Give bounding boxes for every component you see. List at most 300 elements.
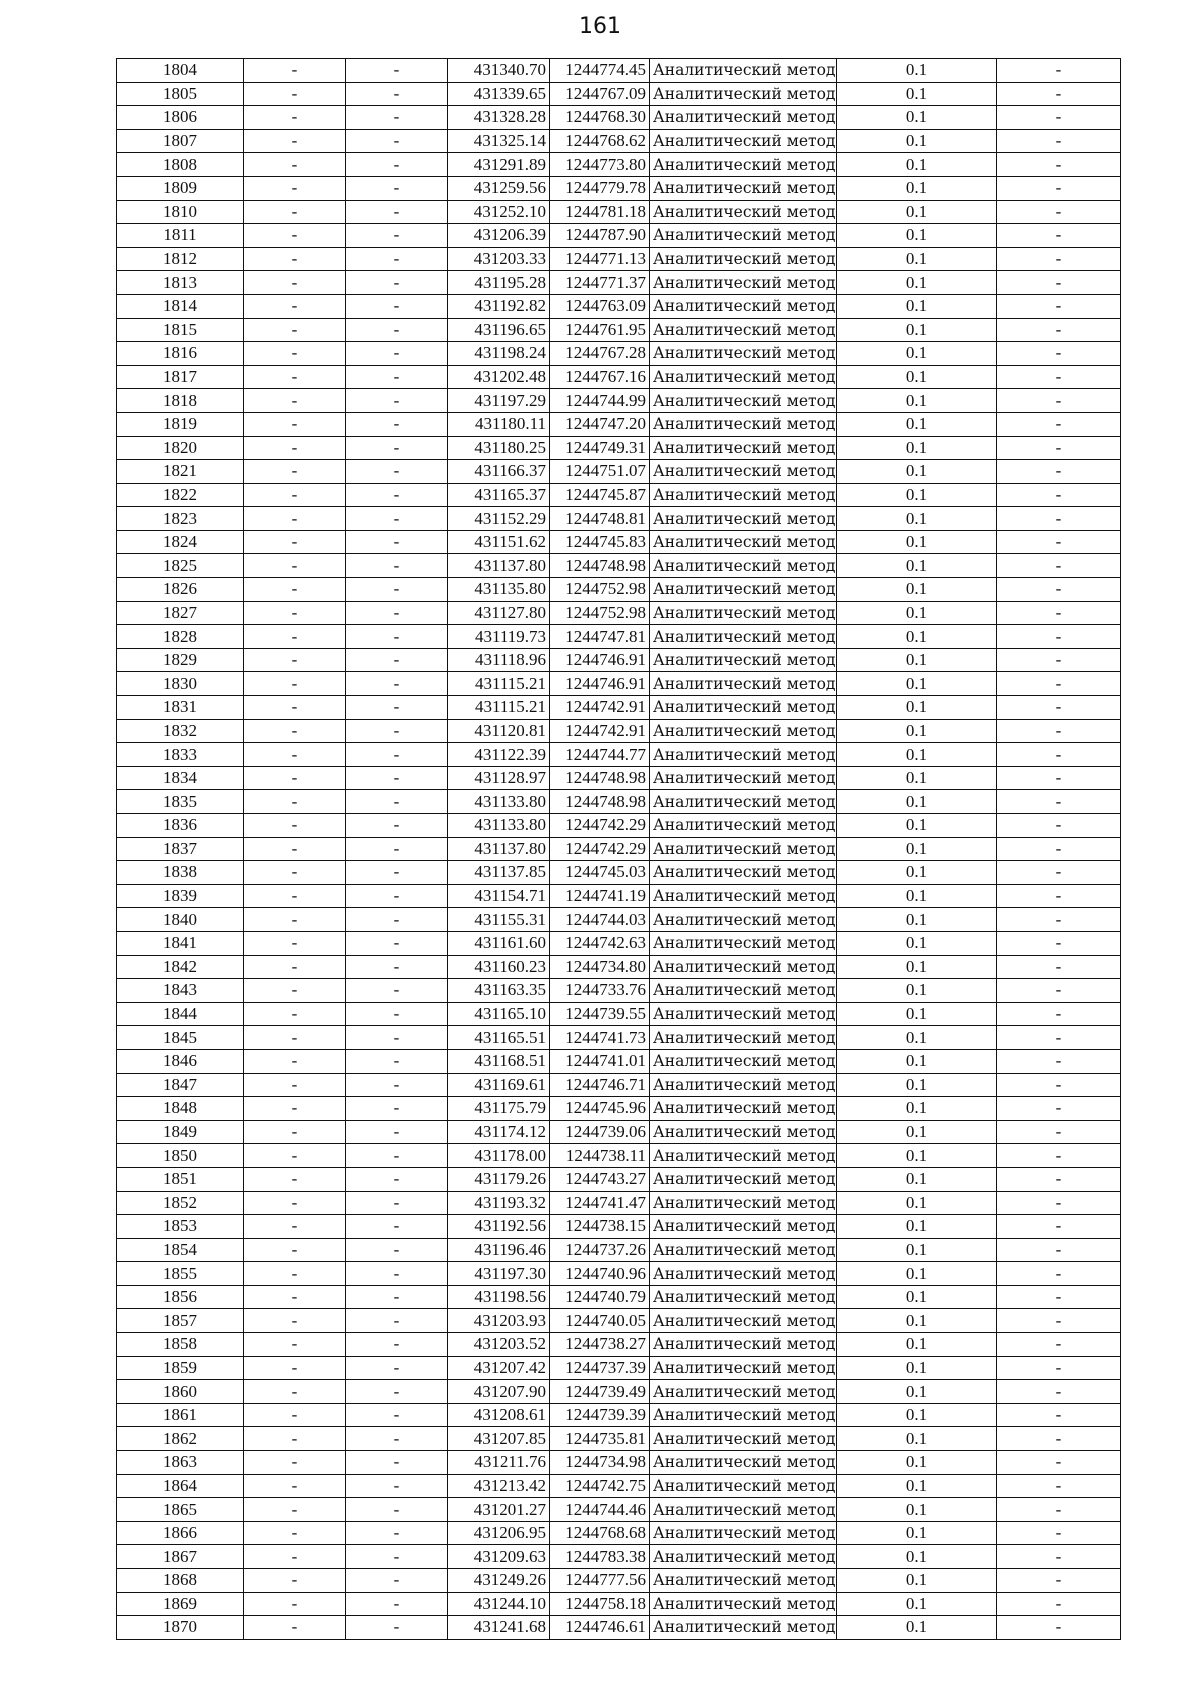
table-row [117, 106, 1121, 130]
x-coordinate-cell: 431127.80 [448, 601, 550, 625]
empty-value-cell: - [997, 861, 1121, 885]
empty-value-cell: - [997, 601, 1121, 625]
accuracy-cell: 0.1 [837, 59, 997, 83]
empty-value-cell: - [244, 365, 346, 389]
table-row [117, 719, 1121, 743]
method-cell: Аналитический метод [650, 294, 837, 318]
empty-value-cell: - [244, 106, 346, 130]
accuracy-cell: 0.1 [837, 507, 997, 531]
y-coordinate-cell: 1244747.20 [550, 412, 650, 436]
y-coordinate-cell: 1244737.26 [550, 1238, 650, 1262]
y-coordinate-cell: 1244752.98 [550, 578, 650, 602]
table-row [117, 1474, 1121, 1498]
empty-value-cell: - [997, 530, 1121, 554]
y-coordinate-cell: 1244744.46 [550, 1498, 650, 1522]
table-row [117, 837, 1121, 861]
point-number-cell: 1866 [117, 1521, 244, 1545]
point-number-cell: 1833 [117, 743, 244, 767]
empty-value-cell: - [997, 412, 1121, 436]
accuracy-cell: 0.1 [837, 554, 997, 578]
y-coordinate-cell: 1244774.45 [550, 59, 650, 83]
x-coordinate-cell: 431192.56 [448, 1215, 550, 1239]
method-cell: Аналитический метод [650, 342, 837, 366]
empty-value-cell: - [346, 861, 448, 885]
empty-value-cell: - [244, 1309, 346, 1333]
point-number-cell: 1807 [117, 129, 244, 153]
table-row [117, 1144, 1121, 1168]
empty-value-cell: - [346, 436, 448, 460]
empty-value-cell: - [346, 82, 448, 106]
empty-value-cell: - [244, 460, 346, 484]
empty-value-cell: - [244, 1474, 346, 1498]
point-number-cell: 1811 [117, 224, 244, 248]
point-number-cell: 1824 [117, 530, 244, 554]
empty-value-cell: - [997, 1498, 1121, 1522]
coordinates-table-body [117, 59, 1121, 1640]
empty-value-cell: - [346, 507, 448, 531]
empty-value-cell: - [244, 153, 346, 177]
y-coordinate-cell: 1244779.78 [550, 176, 650, 200]
table-row [117, 1333, 1121, 1357]
method-cell: Аналитический метод [650, 1545, 837, 1569]
method-cell: Аналитический метод [650, 1049, 837, 1073]
empty-value-cell: - [244, 389, 346, 413]
empty-value-cell: - [346, 672, 448, 696]
y-coordinate-cell: 1244733.76 [550, 979, 650, 1003]
x-coordinate-cell: 431291.89 [448, 153, 550, 177]
y-coordinate-cell: 1244746.91 [550, 672, 650, 696]
y-coordinate-cell: 1244771.37 [550, 271, 650, 295]
point-number-cell: 1816 [117, 342, 244, 366]
x-coordinate-cell: 431119.73 [448, 625, 550, 649]
table-row [117, 743, 1121, 767]
accuracy-cell: 0.1 [837, 247, 997, 271]
empty-value-cell: - [997, 1403, 1121, 1427]
empty-value-cell: - [244, 554, 346, 578]
table-row [117, 412, 1121, 436]
point-number-cell: 1849 [117, 1120, 244, 1144]
x-coordinate-cell: 431165.10 [448, 1002, 550, 1026]
point-number-cell: 1831 [117, 696, 244, 720]
empty-value-cell: - [997, 837, 1121, 861]
y-coordinate-cell: 1244740.96 [550, 1262, 650, 1286]
table-row [117, 82, 1121, 106]
empty-value-cell: - [244, 1616, 346, 1640]
accuracy-cell: 0.1 [837, 1403, 997, 1427]
empty-value-cell: - [997, 1073, 1121, 1097]
table-row [117, 460, 1121, 484]
x-coordinate-cell: 431206.39 [448, 224, 550, 248]
empty-value-cell: - [997, 82, 1121, 106]
point-number-cell: 1808 [117, 153, 244, 177]
empty-value-cell: - [244, 1356, 346, 1380]
empty-value-cell: - [244, 129, 346, 153]
method-cell: Аналитический метод [650, 153, 837, 177]
y-coordinate-cell: 1244741.19 [550, 884, 650, 908]
y-coordinate-cell: 1244741.73 [550, 1026, 650, 1050]
table-row [117, 1309, 1121, 1333]
x-coordinate-cell: 431197.29 [448, 389, 550, 413]
method-cell: Аналитический метод [650, 1569, 837, 1593]
method-cell: Аналитический метод [650, 1238, 837, 1262]
empty-value-cell: - [244, 931, 346, 955]
table-row [117, 790, 1121, 814]
x-coordinate-cell: 431160.23 [448, 955, 550, 979]
x-coordinate-cell: 431203.33 [448, 247, 550, 271]
empty-value-cell: - [997, 743, 1121, 767]
empty-value-cell: - [346, 1215, 448, 1239]
x-coordinate-cell: 431169.61 [448, 1073, 550, 1097]
x-coordinate-cell: 431340.70 [448, 59, 550, 83]
x-coordinate-cell: 431249.26 [448, 1569, 550, 1593]
accuracy-cell: 0.1 [837, 224, 997, 248]
table-row [117, 1167, 1121, 1191]
method-cell: Аналитический метод [650, 389, 837, 413]
empty-value-cell: - [346, 1498, 448, 1522]
method-cell: Аналитический метод [650, 719, 837, 743]
accuracy-cell: 0.1 [837, 1356, 997, 1380]
empty-value-cell: - [997, 1569, 1121, 1593]
empty-value-cell: - [346, 1545, 448, 1569]
empty-value-cell: - [244, 483, 346, 507]
y-coordinate-cell: 1244740.79 [550, 1285, 650, 1309]
empty-value-cell: - [346, 1049, 448, 1073]
empty-value-cell: - [346, 743, 448, 767]
empty-value-cell: - [997, 342, 1121, 366]
table-row [117, 1120, 1121, 1144]
empty-value-cell: - [346, 365, 448, 389]
x-coordinate-cell: 431197.30 [448, 1262, 550, 1286]
x-coordinate-cell: 431175.79 [448, 1097, 550, 1121]
empty-value-cell: - [346, 1592, 448, 1616]
point-number-cell: 1805 [117, 82, 244, 106]
empty-value-cell: - [244, 861, 346, 885]
empty-value-cell: - [997, 1262, 1121, 1286]
empty-value-cell: - [997, 1049, 1121, 1073]
x-coordinate-cell: 431152.29 [448, 507, 550, 531]
method-cell: Аналитический метод [650, 814, 837, 838]
y-coordinate-cell: 1244748.81 [550, 507, 650, 531]
accuracy-cell: 0.1 [837, 743, 997, 767]
method-cell: Аналитический метод [650, 200, 837, 224]
table-row [117, 1427, 1121, 1451]
x-coordinate-cell: 431203.52 [448, 1333, 550, 1357]
y-coordinate-cell: 1244745.96 [550, 1097, 650, 1121]
y-coordinate-cell: 1244745.87 [550, 483, 650, 507]
accuracy-cell: 0.1 [837, 460, 997, 484]
empty-value-cell: - [244, 412, 346, 436]
empty-value-cell: - [346, 625, 448, 649]
empty-value-cell: - [997, 176, 1121, 200]
table-row [117, 931, 1121, 955]
table-row [117, 59, 1121, 83]
point-number-cell: 1855 [117, 1262, 244, 1286]
y-coordinate-cell: 1244740.05 [550, 1309, 650, 1333]
point-number-cell: 1827 [117, 601, 244, 625]
point-number-cell: 1845 [117, 1026, 244, 1050]
table-row [117, 294, 1121, 318]
empty-value-cell: - [244, 82, 346, 106]
empty-value-cell: - [997, 1167, 1121, 1191]
method-cell: Аналитический метод [650, 1380, 837, 1404]
empty-value-cell: - [244, 294, 346, 318]
empty-value-cell: - [244, 318, 346, 342]
point-number-cell: 1813 [117, 271, 244, 295]
empty-value-cell: - [346, 1120, 448, 1144]
empty-value-cell: - [346, 176, 448, 200]
accuracy-cell: 0.1 [837, 294, 997, 318]
empty-value-cell: - [997, 318, 1121, 342]
x-coordinate-cell: 431151.62 [448, 530, 550, 554]
point-number-cell: 1860 [117, 1380, 244, 1404]
table-row [117, 129, 1121, 153]
table-row [117, 1026, 1121, 1050]
empty-value-cell: - [244, 1545, 346, 1569]
empty-value-cell: - [346, 294, 448, 318]
point-number-cell: 1834 [117, 766, 244, 790]
y-coordinate-cell: 1244745.03 [550, 861, 650, 885]
x-coordinate-cell: 431135.80 [448, 578, 550, 602]
x-coordinate-cell: 431325.14 [448, 129, 550, 153]
method-cell: Аналитический метод [650, 460, 837, 484]
empty-value-cell: - [244, 884, 346, 908]
empty-value-cell: - [244, 1002, 346, 1026]
method-cell: Аналитический метод [650, 318, 837, 342]
accuracy-cell: 0.1 [837, 1215, 997, 1239]
empty-value-cell: - [346, 200, 448, 224]
method-cell: Аналитический метод [650, 979, 837, 1003]
point-number-cell: 1826 [117, 578, 244, 602]
accuracy-cell: 0.1 [837, 719, 997, 743]
empty-value-cell: - [244, 955, 346, 979]
table-row [117, 1191, 1121, 1215]
x-coordinate-cell: 431174.12 [448, 1120, 550, 1144]
empty-value-cell: - [997, 483, 1121, 507]
x-coordinate-cell: 431161.60 [448, 931, 550, 955]
accuracy-cell: 0.1 [837, 908, 997, 932]
method-cell: Аналитический метод [650, 412, 837, 436]
x-coordinate-cell: 431252.10 [448, 200, 550, 224]
accuracy-cell: 0.1 [837, 1097, 997, 1121]
empty-value-cell: - [997, 1026, 1121, 1050]
x-coordinate-cell: 431203.93 [448, 1309, 550, 1333]
table-row [117, 247, 1121, 271]
table-row [117, 1569, 1121, 1593]
y-coordinate-cell: 1244748.98 [550, 554, 650, 578]
empty-value-cell: - [346, 1167, 448, 1191]
y-coordinate-cell: 1244739.49 [550, 1380, 650, 1404]
x-coordinate-cell: 431165.37 [448, 483, 550, 507]
x-coordinate-cell: 431118.96 [448, 648, 550, 672]
table-row [117, 342, 1121, 366]
y-coordinate-cell: 1244744.99 [550, 389, 650, 413]
empty-value-cell: - [244, 696, 346, 720]
point-number-cell: 1810 [117, 200, 244, 224]
empty-value-cell: - [346, 1403, 448, 1427]
point-number-cell: 1862 [117, 1427, 244, 1451]
table-row [117, 1498, 1121, 1522]
point-number-cell: 1814 [117, 294, 244, 318]
empty-value-cell: - [346, 224, 448, 248]
empty-value-cell: - [244, 271, 346, 295]
table-row [117, 861, 1121, 885]
point-number-cell: 1809 [117, 176, 244, 200]
x-coordinate-cell: 431211.76 [448, 1451, 550, 1475]
empty-value-cell: - [244, 1238, 346, 1262]
x-coordinate-cell: 431180.25 [448, 436, 550, 460]
empty-value-cell: - [997, 1616, 1121, 1640]
method-cell: Аналитический метод [650, 1097, 837, 1121]
y-coordinate-cell: 1244747.81 [550, 625, 650, 649]
empty-value-cell: - [346, 1569, 448, 1593]
table-row [117, 436, 1121, 460]
empty-value-cell: - [244, 578, 346, 602]
empty-value-cell: - [244, 1498, 346, 1522]
point-number-cell: 1858 [117, 1333, 244, 1357]
empty-value-cell: - [346, 1356, 448, 1380]
empty-value-cell: - [997, 908, 1121, 932]
y-coordinate-cell: 1244734.98 [550, 1451, 650, 1475]
empty-value-cell: - [346, 1026, 448, 1050]
empty-value-cell: - [244, 1191, 346, 1215]
empty-value-cell: - [997, 1215, 1121, 1239]
empty-value-cell: - [244, 1167, 346, 1191]
method-cell: Аналитический метод [650, 931, 837, 955]
accuracy-cell: 0.1 [837, 1333, 997, 1357]
point-number-cell: 1823 [117, 507, 244, 531]
empty-value-cell: - [244, 1026, 346, 1050]
accuracy-cell: 0.1 [837, 1616, 997, 1640]
x-coordinate-cell: 431213.42 [448, 1474, 550, 1498]
empty-value-cell: - [346, 1521, 448, 1545]
method-cell: Аналитический метод [650, 1403, 837, 1427]
method-cell: Аналитический метод [650, 129, 837, 153]
point-number-cell: 1832 [117, 719, 244, 743]
x-coordinate-cell: 431179.26 [448, 1167, 550, 1191]
empty-value-cell: - [997, 1309, 1121, 1333]
empty-value-cell: - [997, 1521, 1121, 1545]
empty-value-cell: - [997, 790, 1121, 814]
method-cell: Аналитический метод [650, 1451, 837, 1475]
x-coordinate-cell: 431206.95 [448, 1521, 550, 1545]
point-number-cell: 1864 [117, 1474, 244, 1498]
empty-value-cell: - [346, 389, 448, 413]
empty-value-cell: - [244, 342, 346, 366]
accuracy-cell: 0.1 [837, 578, 997, 602]
accuracy-cell: 0.1 [837, 365, 997, 389]
empty-value-cell: - [244, 814, 346, 838]
x-coordinate-cell: 431207.90 [448, 1380, 550, 1404]
x-coordinate-cell: 431196.46 [448, 1238, 550, 1262]
accuracy-cell: 0.1 [837, 1474, 997, 1498]
point-number-cell: 1838 [117, 861, 244, 885]
point-number-cell: 1825 [117, 554, 244, 578]
x-coordinate-cell: 431133.80 [448, 814, 550, 838]
y-coordinate-cell: 1244737.39 [550, 1356, 650, 1380]
empty-value-cell: - [997, 1474, 1121, 1498]
table-row [117, 554, 1121, 578]
accuracy-cell: 0.1 [837, 1309, 997, 1333]
point-number-cell: 1806 [117, 106, 244, 130]
x-coordinate-cell: 431165.51 [448, 1026, 550, 1050]
x-coordinate-cell: 431115.21 [448, 672, 550, 696]
point-number-cell: 1868 [117, 1569, 244, 1593]
point-number-cell: 1820 [117, 436, 244, 460]
y-coordinate-cell: 1244742.91 [550, 696, 650, 720]
method-cell: Аналитический метод [650, 82, 837, 106]
empty-value-cell: - [997, 1427, 1121, 1451]
table-row [117, 365, 1121, 389]
empty-value-cell: - [346, 1474, 448, 1498]
empty-value-cell: - [997, 1380, 1121, 1404]
method-cell: Аналитический метод [650, 578, 837, 602]
method-cell: Аналитический метод [650, 884, 837, 908]
empty-value-cell: - [244, 200, 346, 224]
empty-value-cell: - [346, 696, 448, 720]
accuracy-cell: 0.1 [837, 766, 997, 790]
method-cell: Аналитический метод [650, 601, 837, 625]
x-coordinate-cell: 431208.61 [448, 1403, 550, 1427]
accuracy-cell: 0.1 [837, 1167, 997, 1191]
method-cell: Аналитический метод [650, 861, 837, 885]
table-row [117, 648, 1121, 672]
table-row [117, 271, 1121, 295]
accuracy-cell: 0.1 [837, 884, 997, 908]
empty-value-cell: - [997, 1191, 1121, 1215]
x-coordinate-cell: 431241.68 [448, 1616, 550, 1640]
y-coordinate-cell: 1244771.13 [550, 247, 650, 271]
method-cell: Аналитический метод [650, 625, 837, 649]
method-cell: Аналитический метод [650, 436, 837, 460]
y-coordinate-cell: 1244783.38 [550, 1545, 650, 1569]
accuracy-cell: 0.1 [837, 955, 997, 979]
empty-value-cell: - [997, 1451, 1121, 1475]
point-number-cell: 1851 [117, 1167, 244, 1191]
empty-value-cell: - [244, 1073, 346, 1097]
table-row [117, 200, 1121, 224]
empty-value-cell: - [997, 1002, 1121, 1026]
empty-value-cell: - [346, 648, 448, 672]
accuracy-cell: 0.1 [837, 1191, 997, 1215]
point-number-cell: 1821 [117, 460, 244, 484]
y-coordinate-cell: 1244768.30 [550, 106, 650, 130]
empty-value-cell: - [997, 672, 1121, 696]
x-coordinate-cell: 431137.80 [448, 554, 550, 578]
x-coordinate-cell: 431163.35 [448, 979, 550, 1003]
empty-value-cell: - [244, 1521, 346, 1545]
method-cell: Аналитический метод [650, 1167, 837, 1191]
empty-value-cell: - [346, 1002, 448, 1026]
accuracy-cell: 0.1 [837, 82, 997, 106]
method-cell: Аналитический метод [650, 1191, 837, 1215]
table-row [117, 1002, 1121, 1026]
empty-value-cell: - [997, 648, 1121, 672]
y-coordinate-cell: 1244767.09 [550, 82, 650, 106]
table-row [117, 1592, 1121, 1616]
empty-value-cell: - [997, 1120, 1121, 1144]
method-cell: Аналитический метод [650, 908, 837, 932]
table-row [117, 1545, 1121, 1569]
empty-value-cell: - [346, 106, 448, 130]
empty-value-cell: - [346, 955, 448, 979]
method-cell: Аналитический метод [650, 483, 837, 507]
point-number-cell: 1840 [117, 908, 244, 932]
table-row [117, 389, 1121, 413]
y-coordinate-cell: 1244777.56 [550, 1569, 650, 1593]
point-number-cell: 1856 [117, 1285, 244, 1309]
accuracy-cell: 0.1 [837, 176, 997, 200]
empty-value-cell: - [244, 1380, 346, 1404]
